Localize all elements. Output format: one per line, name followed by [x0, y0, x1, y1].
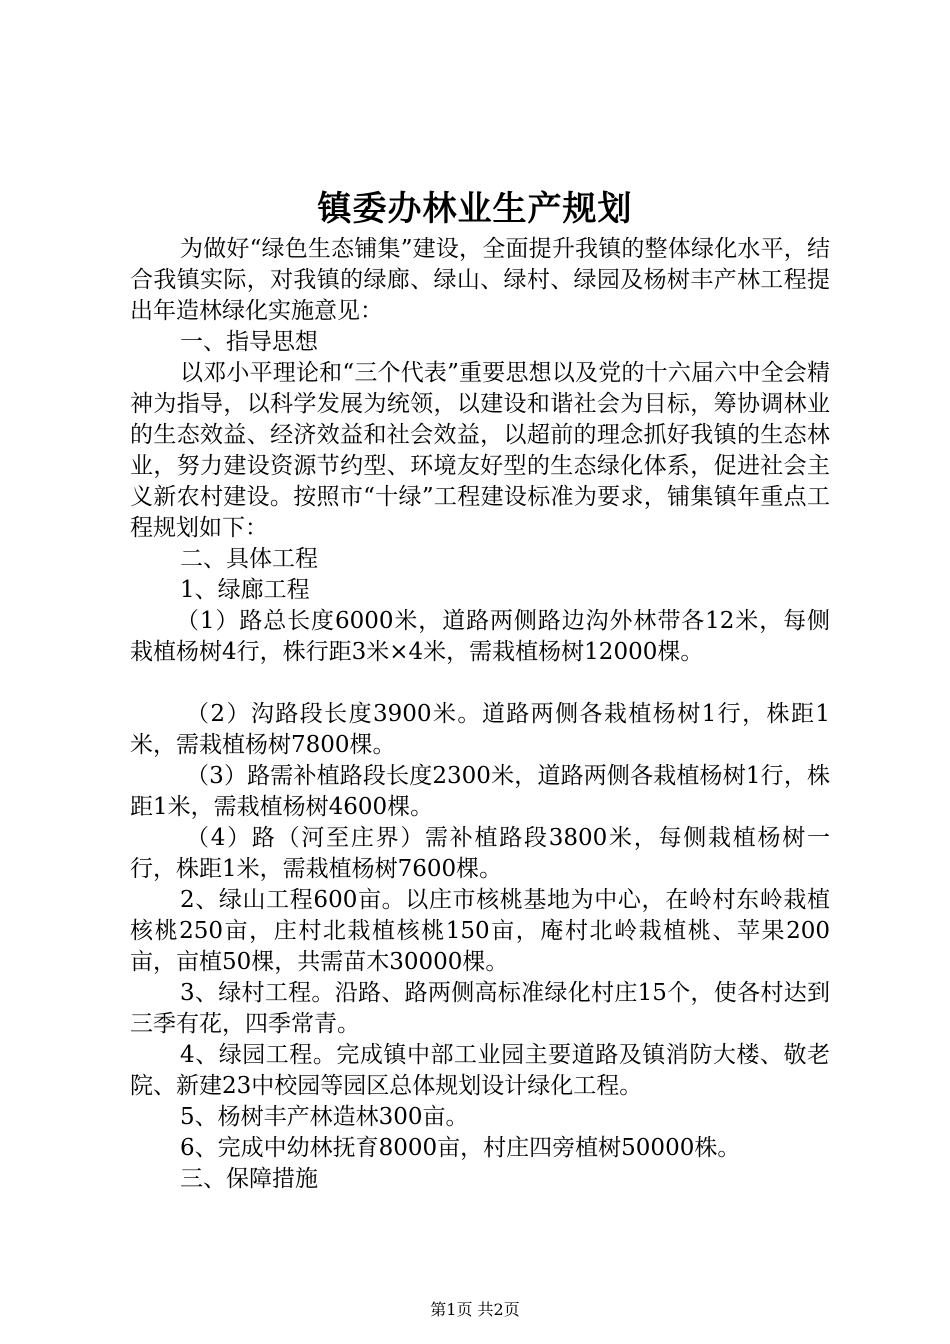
section-heading-safeguards: 三、保障措施 — [180, 1166, 318, 1192]
corridor-item-2: （2）沟路段长度3900米。道路两侧各栽植杨树1行，株距1米，需栽植杨树7800棵。 — [130, 701, 830, 758]
intro-paragraph: 为做好“绿色生态铺集”建设，全面提升我镇的整体绿化水平，结合我镇实际，对我镇的绿廊、绿山、绿村、绿园及杨树丰产林工程提出年造林绿化实施意见： — [130, 236, 830, 324]
subsection-heading-green-corridor: 1、绿廊工程 — [180, 577, 310, 603]
page-footer: 第1页 共2页 — [430, 1300, 520, 1319]
green-park-paragraph: 4、绿园工程。完成镇中部工业园主要道路及镇消防大楼、敬老院、新建23中校园等园区总体规划设计绿化工程。 — [130, 1042, 830, 1099]
corridor-item-1: （1）路总长度6000米，道路两侧路边沟外林带各12米，每侧栽植杨树4行，株行距3米×4米，需栽植杨树12000棵。 — [130, 608, 830, 665]
poplar-forest-paragraph: 5、杨树丰产林造林300亩。 — [180, 1104, 469, 1130]
blank-line — [130, 668, 830, 699]
corridor-item-4: （4）路（河至庄界）需补植路段3800米，每侧栽植杨树一行，株距1米，需栽植杨树7600棵。 — [130, 825, 830, 882]
guiding-thought-paragraph: 以邓小平理论和“三个代表”重要思想以及党的十六届六中全会精神为指导，以科学发展为统领，以建设和谐社会为目标，筹协调林业的生态效益、经济效益和社会效益，以超前的理念抓好我镇的生态林业，努力建设资源节约型、环境友好型的生态绿化体系，促进社会主义新农村建设。按照市“十绿”工程建设标准为要求，铺集镇年重点工程规划如下： — [130, 360, 830, 541]
document-body — [130, 234, 830, 1195]
green-village-paragraph: 3、绿村工程。沿路、路两侧高标准绿化村庄15个，使各村达到三季有花，四季常青。 — [130, 980, 830, 1037]
corridor-item-3: （3）路需补植路段长度2300米，道路两侧各栽植杨树1行，株距1米，需栽植杨树4600棵。 — [130, 763, 830, 820]
section-heading-guiding-thought: 一、指导思想 — [180, 329, 318, 355]
section-heading-specific-projects: 二、具体工程 — [180, 546, 318, 572]
green-mountain-paragraph: 2、绿山工程600亩。以庄市核桃基地为中心，在岭村东岭栽植核桃250亩，庄村北栽植核桃150亩，庵村北岭栽植桃、苹果200亩，亩植50棵，共需苗木30000棵。 — [130, 887, 830, 975]
forest-tending-paragraph: 6、完成中幼林抚育8000亩，村庄四旁植树50000株。 — [180, 1135, 741, 1161]
document-title: 镇委办林业生产规划 — [317, 189, 633, 229]
